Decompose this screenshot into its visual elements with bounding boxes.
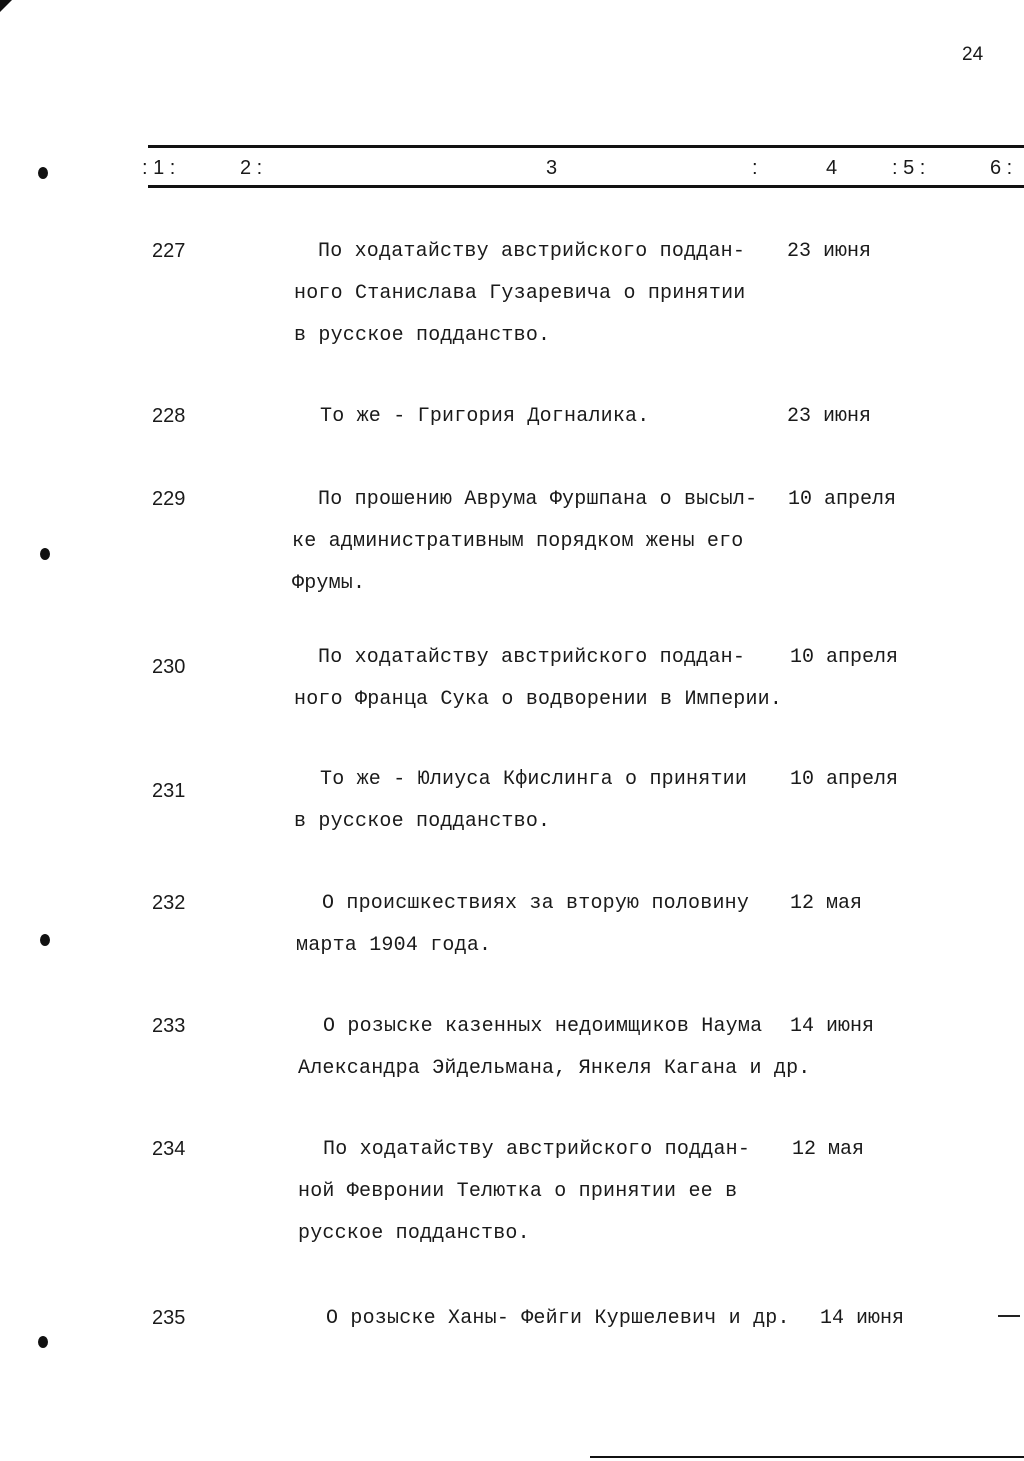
entry-number: 227 bbox=[152, 240, 186, 262]
entry-number: 234 bbox=[152, 1138, 186, 1160]
entry-description-line: То же - Григория Догналика. bbox=[320, 405, 650, 428]
column-header: 3 bbox=[546, 157, 558, 179]
punch-hole bbox=[40, 548, 50, 560]
entry-description-line: Фрумы. bbox=[292, 572, 366, 595]
entry-number: 229 bbox=[152, 488, 186, 510]
entry-date: 23 июня bbox=[787, 240, 872, 263]
column-header: 6 : bbox=[990, 157, 1013, 179]
entry-description-line: ной Февронии Телютка о принятии ее в bbox=[298, 1180, 738, 1203]
entry-date: 12 мая bbox=[792, 1138, 865, 1161]
page-number: 24 bbox=[962, 44, 984, 65]
entry-number: 233 bbox=[152, 1015, 186, 1037]
entry-description-line: русское подданство. bbox=[298, 1222, 530, 1245]
entry-date: 10 апреля bbox=[790, 646, 899, 669]
entry-description-line: ного Станислава Гузаревича о принятии bbox=[294, 282, 746, 305]
entry-number: 232 bbox=[152, 892, 186, 914]
entry-date: 14 июня bbox=[820, 1307, 905, 1330]
entry-date: 14 июня bbox=[790, 1015, 875, 1038]
footer-rule bbox=[590, 1456, 1024, 1458]
punch-hole bbox=[38, 167, 48, 179]
entry-date: 23 июня bbox=[787, 405, 872, 428]
entry-description-line: в русское подданство. bbox=[294, 810, 551, 833]
entry-date: 10 апреля bbox=[790, 768, 899, 791]
entry-description-line: То же - Юлиуса Кфислинга о принятии bbox=[320, 768, 748, 791]
punch-hole bbox=[38, 1336, 48, 1348]
entry-description-line: в русское подданство. bbox=[294, 324, 551, 347]
scan-corner-mark bbox=[0, 0, 12, 12]
entry-description-line: По ходатайству австрийского поддан- bbox=[323, 1138, 751, 1161]
entry-date: 12 мая bbox=[790, 892, 863, 915]
punch-hole bbox=[40, 934, 50, 946]
column-header: 2 : bbox=[240, 157, 263, 179]
margin-mark bbox=[998, 1315, 1020, 1317]
entry-number: 228 bbox=[152, 405, 186, 427]
entry-description-line: По ходатайству австрийского поддан- bbox=[318, 240, 746, 263]
column-header: : 5 : bbox=[892, 157, 926, 179]
entry-number: 235 bbox=[152, 1307, 186, 1329]
header-rule-top bbox=[148, 145, 1024, 148]
entry-number: 231 bbox=[152, 780, 186, 802]
entry-description-line: Александра Эйдельмана, Янкеля Кагана и др. bbox=[298, 1057, 811, 1080]
entry-description-line: По ходатайству австрийского поддан- bbox=[318, 646, 746, 669]
entry-description-line: ного Франца Сука о водворении в Империи. bbox=[294, 688, 783, 711]
header-rule-bottom bbox=[148, 185, 1024, 188]
entry-number: 230 bbox=[152, 656, 186, 678]
entry-description-line: О розыске Ханы- Фейги Куршелевич и др. bbox=[326, 1307, 790, 1330]
entry-description-line: О розыске казенных недоимщиков Наума bbox=[323, 1015, 763, 1038]
entry-description-line: ке административным порядком жены его bbox=[292, 530, 744, 553]
column-header: : bbox=[752, 157, 758, 179]
entry-description-line: По прошению Аврума Фуршпана о высыл- bbox=[318, 488, 758, 511]
entry-description-line: О происшкествиях за вторую половину bbox=[322, 892, 750, 915]
entry-date: 10 апреля bbox=[788, 488, 897, 511]
column-header: 4 bbox=[826, 157, 838, 179]
column-header: : 1 : bbox=[142, 157, 176, 179]
entry-description-line: марта 1904 года. bbox=[296, 934, 492, 957]
